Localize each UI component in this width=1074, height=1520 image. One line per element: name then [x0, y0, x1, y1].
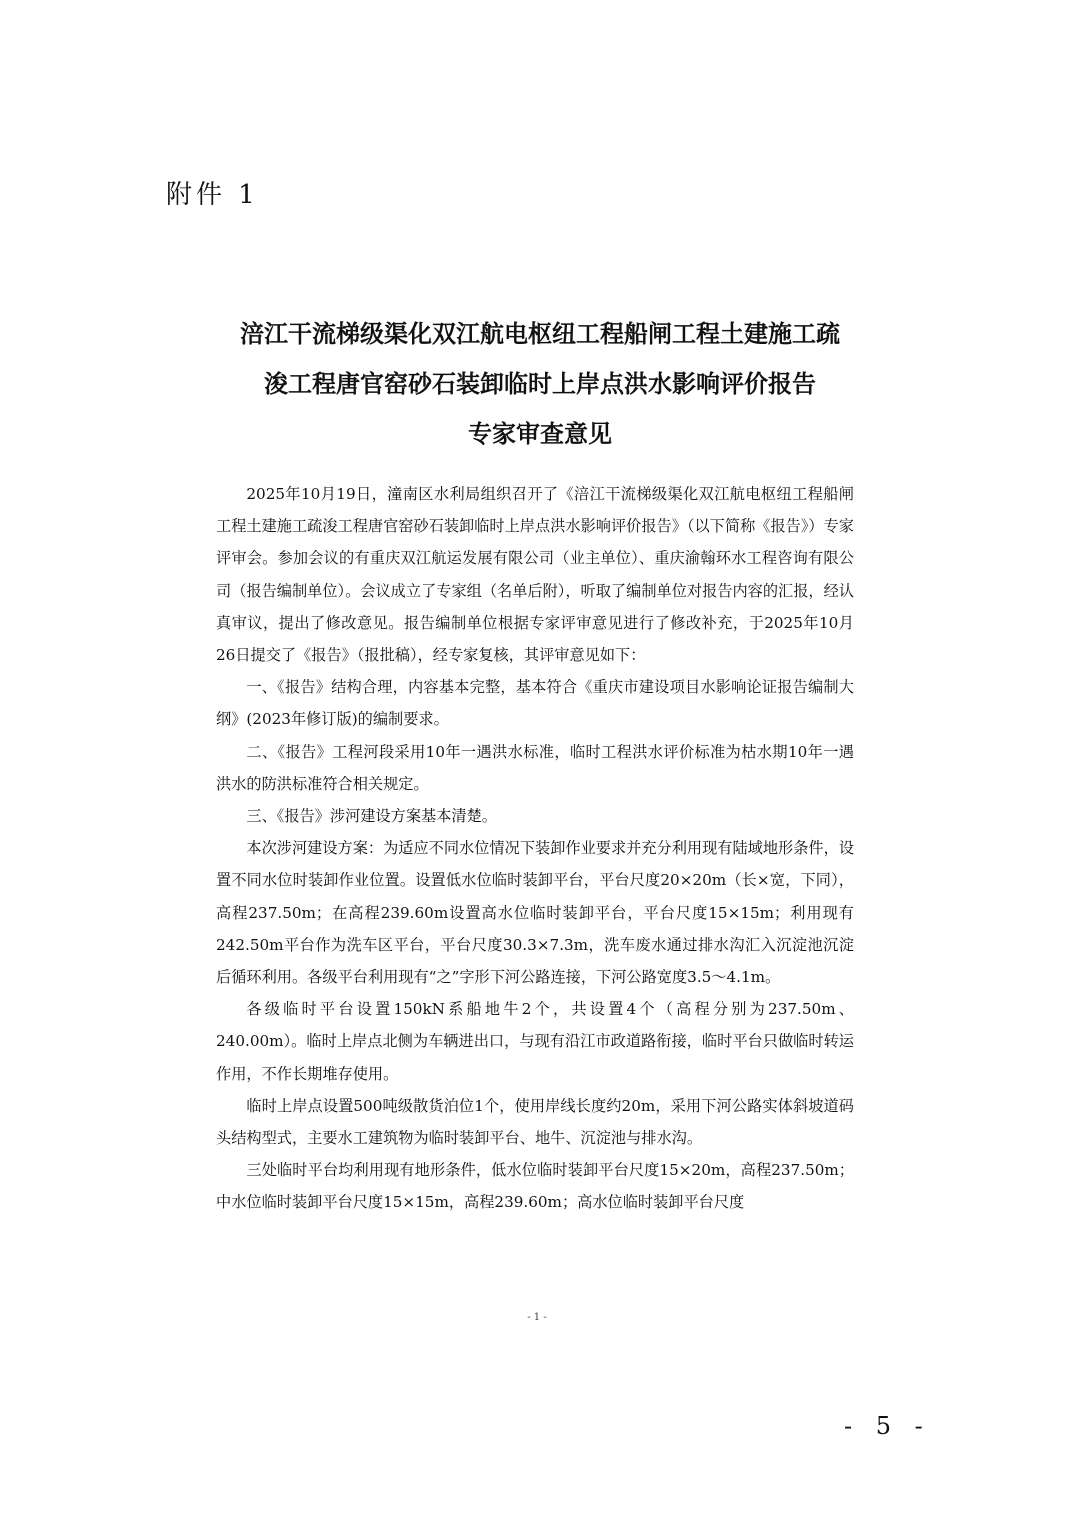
paragraph-intro: 2025年10月19日，潼南区水利局组织召开了《涪江干流梯级渠化双江航电枢纽工程船闸工程土建施工疏浚工程唐官窑砂石装卸临时上岸点洪水影响评价报告》（以下简称《报告》）专家评审会。参加会议的有重庆双江航运发展有限公司（业主单位）、重庆渝翰环水工程咨询有限公司（报告编制单位）。会议成立了专家组（名单后附），听取了编制单位对报告内容的汇报，经认真审议，提出了修改意见。报告编制单位根据专家评审意见进行了修改补充，于2025年10月26日提交了《报告》（报批稿），经专家复核，其评审意见如下：: [216, 485, 854, 665]
inner-page-number: - 1 -: [527, 1312, 547, 1323]
document-title-line-3: 专家审查意见: [468, 420, 612, 448]
paragraph-construction-plan: 本次涉河建设方案：为适应不同水位情况下装卸作业要求并充分利用现有陆域地形条件，设置不同水位时装卸作业位置。设置低水位临时装卸平台，平台尺度20×20m（长×宽，下同），高程237.50m；在高程239.60m设置高水位临时装卸平台，平台尺度15×15m；利用现有242.50m平台作为洗车区平台，平台尺度30.3×7.3m，洗车废水通过排水沟汇入沉淀池沉淀后循环利用。各级平台利用现有“之”字形下河公路连接，下河公路宽度3.5～4.1m。: [216, 839, 854, 987]
paragraph-platforms: 三处临时平台均利用现有地形条件，低水位临时装卸平台尺度15×20m，高程237.50m；中水位临时装卸平台尺度15×15m，高程239.60m；高水位临时装卸平台尺度: [216, 1161, 854, 1212]
document-body: [216, 478, 854, 1219]
document-title-line-1: 涪江干流梯级渠化双江航电枢纽工程船闸工程土建施工疏: [240, 320, 840, 348]
page-number: - 5 -: [844, 1412, 931, 1440]
paragraph-opinion-1: 一、《报告》结构合理，内容基本完整，基本符合《重庆市建设项目水影响论证报告编制大纲》(2023年修订版)的编制要求。: [216, 678, 854, 729]
attachment-label: 附件 1: [166, 180, 259, 210]
paragraph-berth: 临时上岸点设置500吨级散货泊位1个，使用岸线长度约20m，采用下河公路实体斜坡道码头结构型式，主要水工建筑物为临时装卸平台、地牛、沉淀池与排水沟。: [216, 1096, 854, 1148]
document-title-line-2: 浚工程唐官窑砂石装卸临时上岸点洪水影响评价报告: [264, 370, 816, 398]
paragraph-mooring: 各级临时平台设置150kN系船地牛2个，共设置4个（高程分别为237.50m、240.00m）。临时上岸点北侧为车辆进出口，与现有沿江市政道路衔接，临时平台只做临时转运作用，不作长期堆存使用。: [216, 1000, 854, 1083]
paragraph-opinion-3: 三、《报告》涉河建设方案基本清楚。: [246, 807, 497, 826]
paragraph-opinion-2: 二、《报告》工程河段采用10年一遇洪水标准，临时工程洪水评价标准为枯水期10年一遇洪水的防洪标准符合相关规定。: [216, 742, 854, 793]
